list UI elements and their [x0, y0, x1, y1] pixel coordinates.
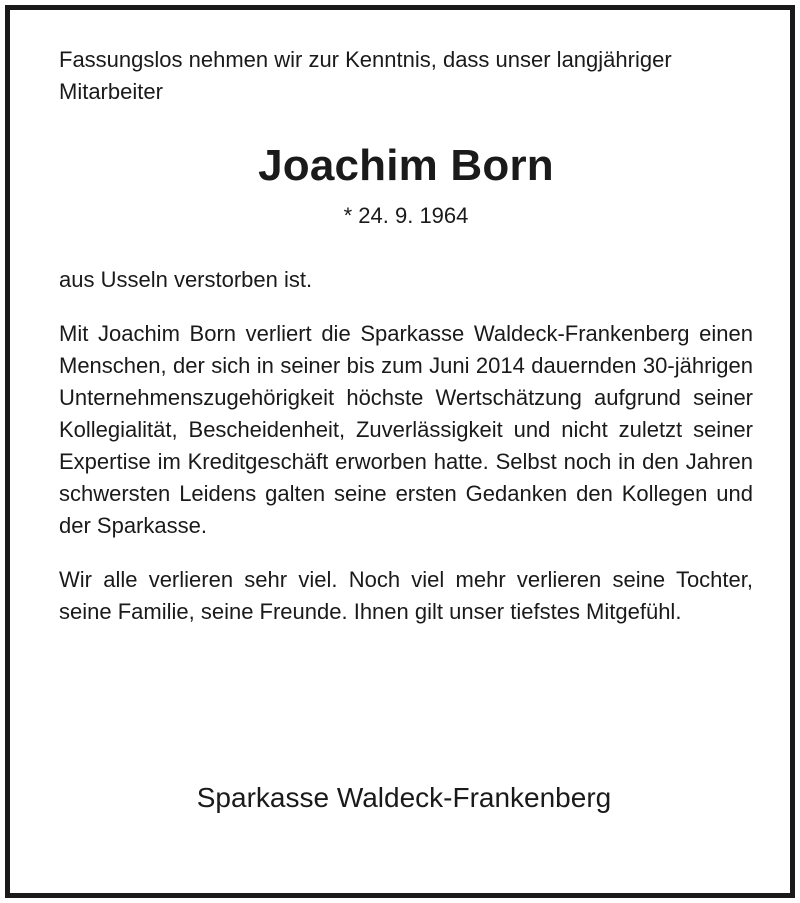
obituary-content: [59, 44, 753, 813]
tribute-paragraph: Mit Joachim Born verliert die Sparkasse Waldeck-Frankenberg einen Menschen, der sich in seiner bis zum Juni 2014 dauernden 30-jährigen Unternehmenszugehörigkeit höchste Wertschätzung aufgrund seiner Kollegialität, Bescheidenheit, Zuverlässigkeit und nicht zuletzt seiner Expertise im Kreditgeschäft erworben hatte. Selbst noch in den Jahren schwersten Leidens galten seine ersten Gedanken den Kollegen und der Sparkasse.: [59, 321, 753, 538]
birth-date: * 24. 9. 1964: [343, 203, 469, 228]
obituary-frame: [5, 5, 795, 898]
intro-text: Fassungslos nehmen wir zur Kenntnis, dass unser langjähriger Mitarbeiter: [59, 47, 672, 104]
condolence-paragraph: Wir alle verlieren sehr viel. Noch viel mehr verlieren seine Tochter, seine Familie, seine Freunde. Ihnen gilt unser tiefstes Mitgefühl.: [59, 567, 753, 624]
deceased-name: Joachim Born: [258, 141, 554, 190]
signature: Sparkasse Waldeck-Frankenberg: [196, 782, 612, 813]
passed-text: aus Usseln verstorben ist.: [59, 267, 313, 292]
